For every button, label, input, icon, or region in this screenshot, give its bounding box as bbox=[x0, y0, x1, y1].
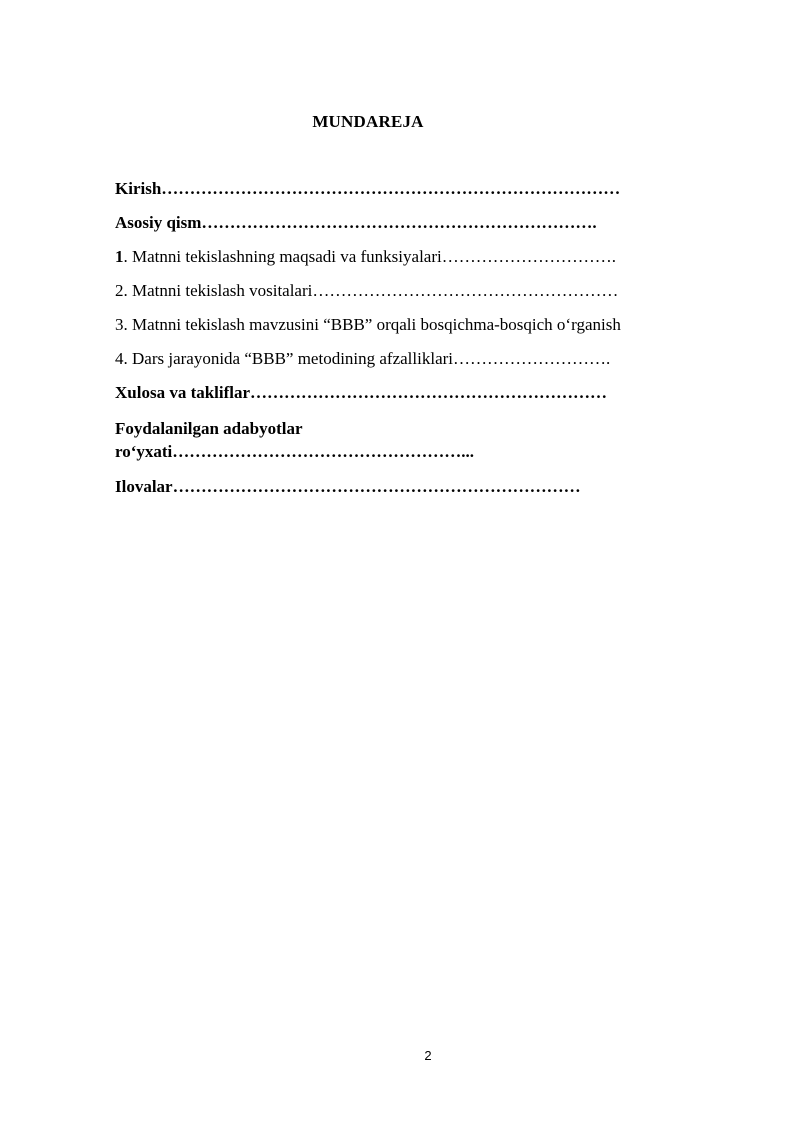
toc-entry-2: 2. Matnni tekislash vositalari……………………………………………… bbox=[115, 281, 619, 300]
toc-entry-3: 3. Matnni tekislash mavzusini “BBB” orqali bosqichma-bosqich o‘rganish bbox=[115, 315, 621, 334]
toc-entry-kirish: Kirish……………………………………………………………………… bbox=[115, 179, 621, 198]
toc-entry-ilovalar: Ilovalar……………………………………………………………… bbox=[115, 477, 581, 496]
toc-entry-1 bbox=[115, 246, 616, 268]
toc-entry-foydalanilgan-line2: ro‘yxati……………………………………………... bbox=[115, 442, 475, 461]
page-number: 2 bbox=[424, 1048, 432, 1063]
page-title: MUNDAREJA bbox=[312, 112, 424, 131]
toc-entry-4: 4. Dars jarayonida “BBB” metodining afzalliklari………………………. bbox=[115, 349, 611, 368]
toc-entry-foydalanilgan-line1: Foydalanilgan adabyotlar bbox=[115, 419, 303, 438]
toc-entry-1-text: . Matnni tekislashning maqsadi va funksiyalari…………………………. bbox=[123, 247, 616, 266]
toc-entry-xulosa: Xulosa va takliflar……………………………………………………… bbox=[115, 383, 608, 402]
toc-entry-1-number: 1 bbox=[115, 247, 124, 266]
toc-entry-asosiy-qism: Asosiy qism……………………………………………………………. bbox=[115, 213, 597, 232]
